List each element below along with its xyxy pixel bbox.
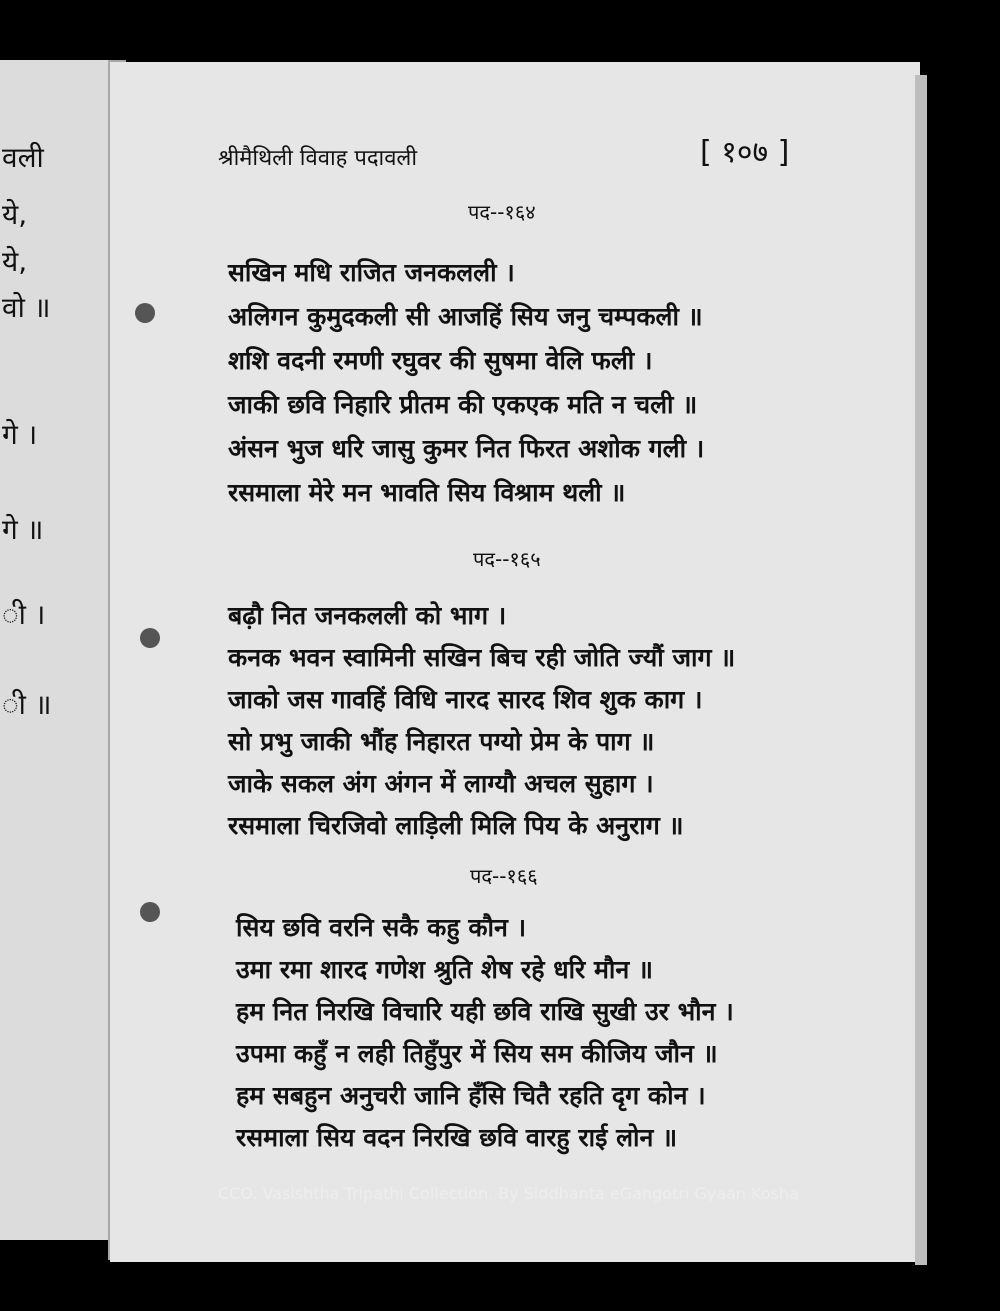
binding-hole bbox=[140, 902, 160, 922]
verse-line: सखिन मधि राजित जनकलली । bbox=[228, 258, 515, 287]
binding-hole bbox=[135, 303, 155, 323]
left-fragment: वो ॥ bbox=[2, 291, 51, 324]
page-number: [ १०७ ] bbox=[700, 135, 790, 170]
verse-line: रसमाला सिय वदन निरखि छवि वारहु राई लोन ॥ bbox=[236, 1123, 678, 1152]
left-page bbox=[0, 60, 115, 1240]
verse-line: सिय छवि वरनि सकै कहु कौन । bbox=[236, 913, 527, 942]
verse-line: कनक भवन स्वामिनी सखिन बिच रही जोति ज्यौं जाग ॥ bbox=[228, 643, 736, 672]
verse-line: शशि वदनी रमणी रघुवर की सुषमा वेलि फली । bbox=[228, 346, 653, 375]
verse-line: उमा रमा शारद गणेश श्रुति शेष रहे धरि मौन ॥ bbox=[236, 955, 653, 984]
left-fragment: ये, bbox=[2, 245, 28, 278]
verse-line: रसमाला मेरे मन भावति सिय विश्राम थली ॥ bbox=[228, 478, 626, 507]
verse-line: उपमा कहुँ न लही तिहुँपुर में सिय सम कीजिय जौन ॥ bbox=[236, 1039, 718, 1068]
pada-heading: पद--१६६ bbox=[470, 864, 538, 888]
verse-line: बढ़ौ नित जनकलली को भाग । bbox=[228, 601, 507, 630]
pada-heading: पद--१६५ bbox=[473, 547, 541, 571]
left-fragment: ी । bbox=[2, 598, 46, 631]
verse-line: जाके सकल अंग अंगन में लाग्यौ अचल सुहाग । bbox=[228, 769, 654, 798]
verse-line: रसमाला चिरजिवो लाड़िली मिलि पिय के अनुराग ॥ bbox=[228, 811, 684, 840]
verse-line: अंसन भुज धरि जासु कुमर नित फिरत अशोक गली । bbox=[228, 434, 705, 463]
pada-heading: पद--१६४ bbox=[468, 200, 536, 224]
collection-credit: CCO. Vasishtha Tripathi Collection. By Siddhanta eGangotri Gyaan Kosha bbox=[218, 1184, 799, 1203]
verse-line: हम नित निरखि विचारि यही छवि राखि सुखी उर भौन । bbox=[236, 997, 734, 1026]
left-fragment: वली bbox=[2, 141, 44, 174]
left-fragment: ये, bbox=[2, 198, 28, 231]
left-fragment: ी ॥ bbox=[2, 688, 52, 721]
running-title: श्रीमैथिली विवाह पदावली bbox=[218, 146, 418, 171]
verse-line: सो प्रभु जाकी भौंह निहारत पग्यो प्रेम के पाग ॥ bbox=[228, 727, 655, 756]
page-edge bbox=[915, 75, 927, 1265]
left-fragment: गे । bbox=[2, 418, 38, 451]
binding-hole bbox=[140, 628, 160, 648]
left-fragment: गे ॥ bbox=[2, 513, 44, 546]
verse-line: हम सबहुन अनुचरी जानि हँसि चितै रहति दृग कोन । bbox=[236, 1081, 706, 1110]
verse-line: जाको जस गावहिं विधि नारद सारद शिव शुक काग । bbox=[228, 685, 703, 714]
verse-line: जाकी छवि निहारि प्रीतम की एकएक मति न चली ॥ bbox=[228, 390, 698, 419]
verse-line: अलिगन कुमुदकली सी आजहिं सिय जनु चम्पकली ॥ bbox=[228, 302, 703, 331]
